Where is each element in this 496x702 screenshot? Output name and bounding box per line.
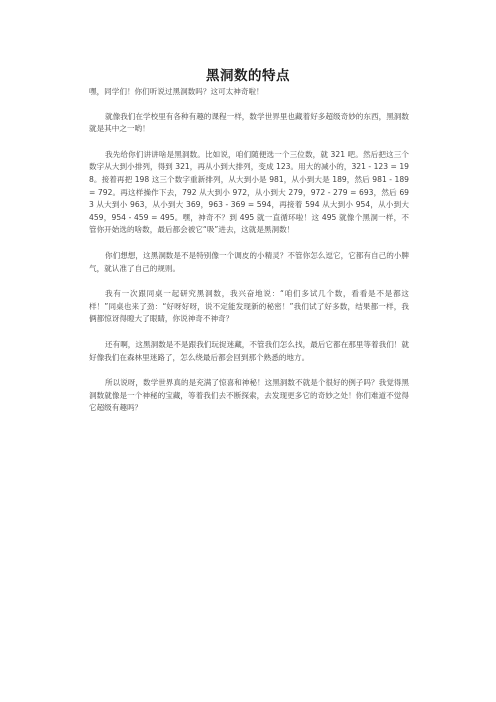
paragraph-3: 我先给你们讲讲啥是黑洞数。比如说，咱们随便选一个三位数，就 321 吧。然后把这三个数字从大到小排列，得到 321，再从小到大排列，变成 123。用大的减小的，321 - 123 = 198。接着再把 198 这三个数字重新排列，从大到小是 981，从小到大是 189，然后 981 - 189 = 792。再这样操作下去，792 从大到小 972，从小到大 279，972 - 279 = 693，然后 693 从大到小 963，从小到大 369，963 - 369 = 594，再接着 594 从大到小 954，从小到大 459，954 - 459 = 495。嘿，神奇不？到 495 就一直循环啦！这 495 就像个黑洞一样，不管你开始选的啥数，最后都会被它“吸”进去，这就是黑洞数！	[89, 149, 409, 235]
paragraph-1: 嘿，同学们！你们听说过黑洞数吗？这可太神奇啦！	[89, 87, 264, 96]
paragraph-gap	[89, 237, 409, 250]
paragraph-7: 所以说呀，数学世界真的是充满了惊喜和神秘！这黑洞数不就是个很好的例子吗？我觉得黑洞数就像是一个神秘的宝藏，等着我们去不断探索，去发现更多它的奇妙之处！你们难道不觉得它超级有趣吗？	[89, 378, 409, 413]
paragraph-4: 你们想想，这黑洞数是不是特别像一个调皮的小精灵？不管你怎么逗它，它都有自己的小脾气，就认准了自己的规则。	[89, 250, 409, 273]
document-body	[89, 86, 409, 415]
paragraph-6: 还有啊，这黑洞数是不是跟我们玩捉迷藏，不管我们怎么找，最后它都在那里等着我们！就好像我们在森林里迷路了，怎么绕最后都会回到那个熟悉的地方。	[89, 339, 409, 362]
paragraph-gap	[89, 364, 409, 377]
paragraph-gap	[89, 326, 409, 339]
paragraph-2: 就像我们在学校里有各种有趣的课程一样，数学世界里也藏着好多超级奇妙的东西，黑洞数就是其中之一哟！	[89, 111, 409, 134]
paragraph-5: 我有一次跟同桌一起研究黑洞数，我兴奋地说：“咱们多试几个数，看看是不是都这样！”同桌也来了劲：“好呀好呀，说不定能发现新的秘密！”我们试了好多数，结果都一样，我俩都惊讶得瞪大了眼睛，你说神奇不神奇？	[89, 289, 409, 324]
document-title: 黑洞数的特点	[206, 68, 290, 84]
paragraph-gap	[89, 136, 409, 149]
paragraph-gap	[89, 275, 409, 288]
